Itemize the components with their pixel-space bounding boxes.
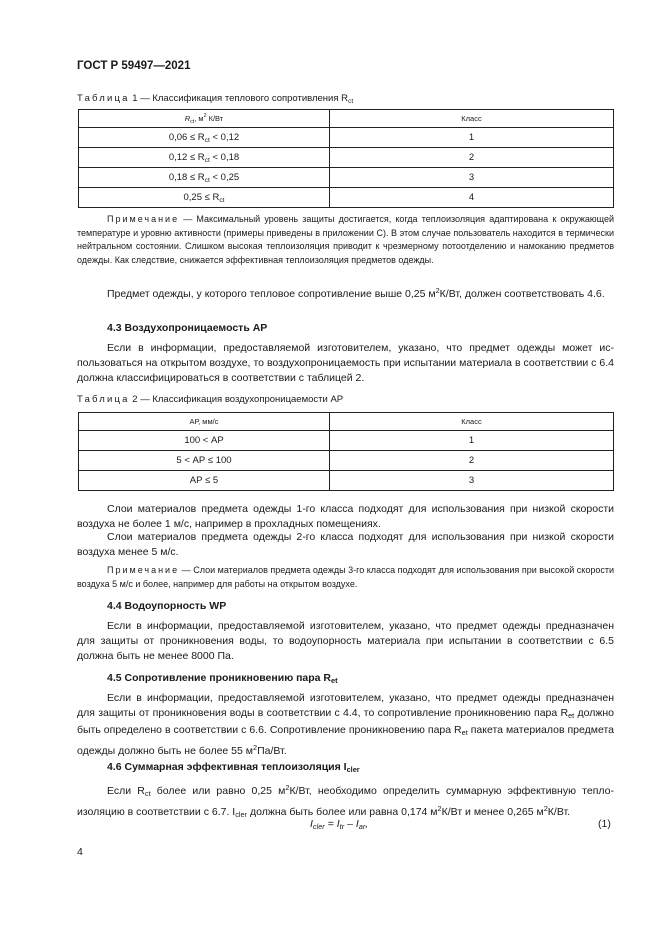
paragraph-water-resistance: Если в информации, предоставляемой изготовителем, указано, что предмет одежды предназначен для защиты от проникновения воды, то водоупорность материала при испытании в соответствии с 6.5 должна быть не менее 8000 Па. (77, 620, 614, 662)
table2-header-row (79, 413, 614, 431)
table1-class-cell: 1 (330, 128, 614, 148)
table2-col1-header: АР, мм/с (79, 413, 330, 431)
paragraph-class1: Слои материалов предмета одежды 1-го класса подходят для использования при низкой скорости воздуха не более 1 м/с, например в прохладных помещениях. (77, 503, 614, 530)
section-4-3-title: 4.3 Воздухопроницаемость АР (107, 322, 268, 334)
table1 (78, 109, 614, 208)
table1-range-cell: $0,06 \le R_{ct} < 0,12$ (79, 128, 330, 148)
table1-caption-label: Таблица (77, 93, 130, 104)
table1-range-cell: $0,25 \le R_{ct}$ (79, 188, 330, 208)
document-header: ГОСТ Р 59497—2021 (77, 60, 191, 72)
table-row (79, 451, 614, 471)
table2-caption-text: 2 — Классификация воздухопроницаемости АР (132, 394, 344, 405)
table2-caption (77, 394, 343, 405)
paragraph-vapour-resistance: Если в информации, предоставляемой изготовителем, указано, что предмет одежды предназначен для защиты от проникновения воды в соответствии с 4.4, то сопротивление проникновению пара $R_{et}$ должно быть определено в соответствии с 6.6. Сопротивление проникновению пара $R_{et}$ пакета материалов предмета одежды должно быть не более 55 $м^2Па/Вт$. (77, 692, 614, 757)
note1 (77, 213, 614, 267)
table2-range-cell: 100 < АР (79, 431, 330, 451)
formula-number: (1) (598, 818, 611, 830)
table-row (79, 148, 614, 168)
table2-range-cell: 5 < АР ≤ 100 (79, 451, 330, 471)
paragraph-class2: Слои материалов предмета одежды 2-го класса подходят для использования при низкой скорости воздуха менее 5 м/с. (77, 531, 614, 558)
note2 (77, 564, 614, 591)
table-row (79, 168, 614, 188)
table-row (79, 128, 614, 148)
table1-caption-sub: ct (348, 98, 354, 105)
table2-col2-header: Класс (330, 413, 614, 431)
table1-class-cell: 2 (330, 148, 614, 168)
table1-header-row (79, 110, 614, 128)
note2-label: Примечание (107, 565, 180, 575)
page-number: 4 (77, 846, 83, 858)
table2-caption-label: Таблица (77, 394, 130, 405)
paragraph-effective-insulation: Если $R_{ct}$ более или равно 0,25 $м^2К/Вт$, необходимо определить суммарную эффективную теплоизоляцию в соответствии с 6.7. $I_{cler}$ должна быть более или равна 0,174 $м^2К/Вт$ и менее 0,265 $м^2К/Вт$. (77, 783, 614, 819)
table2-range-cell: АР ≤ 5 (79, 471, 330, 491)
table2-class-cell: 1 (330, 431, 614, 451)
table-row (79, 431, 614, 451)
section-4-4-title: 4.4 Водоупорность WP (107, 600, 227, 612)
note1-text: — Максимальный уровень защиты достигается, когда теплоизоляция адаптирована к окружающей температуре и уровню активности (примеры приведены в приложении С). В этом случае пользователь находится в термически нейтральном состоянии. Слишком высокая теплоизоляция приводит к чрезмерному потоотделению и намоканию предметов одежды. Как следствие, снижается эффективная теплоизоляция предметов одежды. (77, 214, 614, 265)
paragraph-rct-requirement: Предмет одежды, у которого тепловое сопротивление выше 0,25 $м^2К/Вт$, должен соответствовать 4.6. (107, 286, 605, 300)
note1-label: Примечание (107, 214, 180, 224)
table1-range-cell: $0,18 \le R_{ct} < 0,25$ (79, 168, 330, 188)
section-4-6-title: 4.6 Суммарная эффективная теплоизоляция $I_{cler}$ (107, 761, 360, 774)
table1-col2-header: Класс (330, 110, 614, 128)
table1-caption (77, 93, 353, 105)
note2-text: — Слои материалов предмета одежды 3-го класса подходят для использования при высокой скорости воздуха 5 м/с и более, например для работы на открытом воздухе. (77, 565, 614, 589)
table1-class-cell: 3 (330, 168, 614, 188)
table2-class-cell: 3 (330, 471, 614, 491)
table1-class-cell: 4 (330, 188, 614, 208)
table-row (79, 471, 614, 491)
table-row (79, 188, 614, 208)
section-4-5-title: 4.5 Сопротивление проникновению пара $R_{et}$ (107, 672, 338, 685)
table1-col1-header: $R_{ct}$, $м^2$ К/Вт (79, 110, 330, 128)
table2-class-cell: 2 (330, 451, 614, 471)
formula-1: $I_{cler} = I_{tr} - I_{ar}$, (310, 818, 369, 831)
table1-range-cell: $0,12 \le R_{ct} < 0,18$ (79, 148, 330, 168)
table1-caption-text: 1 — Классификация теплового сопротивления R (132, 93, 348, 104)
table2 (78, 412, 614, 491)
paragraph-air-permeability: Если в информации, предоставляемой изготовителем, указано, что предмет одежды может использоваться на открытом воздухе, то воздухопроницаемость при испытании материала в соответствии с 6.4 должна классифицироваться в соответствии с таблицей 2. (77, 342, 614, 384)
